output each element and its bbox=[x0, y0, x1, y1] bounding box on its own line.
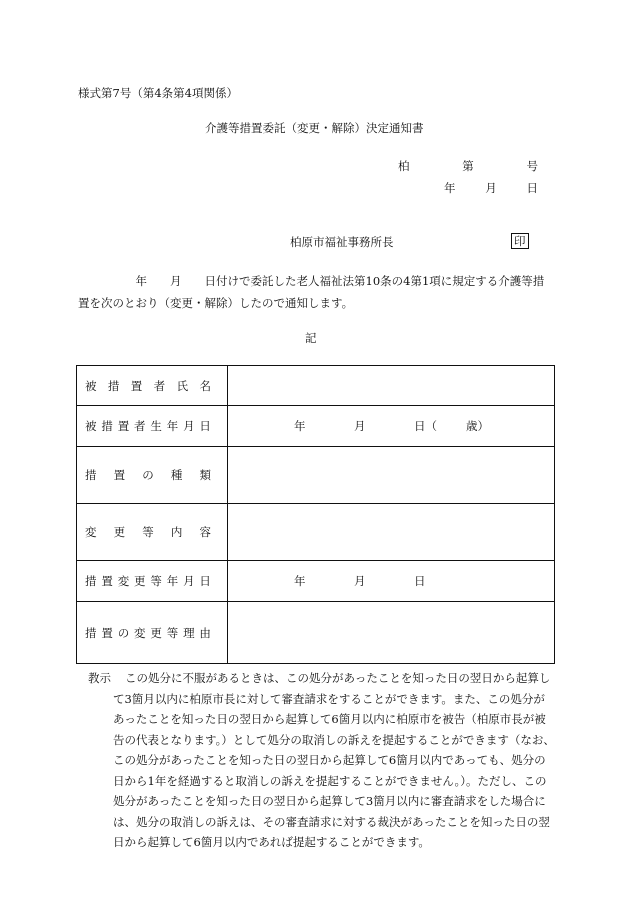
label-char: 置 bbox=[113, 468, 126, 482]
date-year: 年 bbox=[294, 419, 306, 433]
label-char: 氏 bbox=[176, 378, 189, 393]
label-char: 類 bbox=[199, 468, 211, 482]
value-cell[interactable] bbox=[228, 561, 555, 602]
reference-year: 年 bbox=[444, 181, 456, 195]
label-char: 者 bbox=[153, 378, 166, 393]
label-char: 生 bbox=[150, 419, 162, 433]
notice-text: この処分に不服があるときは、この処分があったことを知った日の翌日から起算して3箇月以内に柏原市長に対して審査請求をすることができます。また、この処分があったことを知った日の翌日から起算して6箇月以内に柏原市を被告（柏原市長が被告の代表となります。）として処分の取消しの訴えを提起することができます（なお、この処分があったことを知った日の翌日から起算して6箇月以内であっても、処分の日から1年を経過すると取消しの訴えを提起することができません。）。ただし、この処分があったことを知った日の翌日から起算して3箇月以内に審査請求をした場合には、処分の取消しの訴えは、その審査請求に対する裁決があったことを知った日の翌日から起算して6箇月以内であれば提起することができます。 bbox=[113, 671, 555, 849]
label-char: 名 bbox=[199, 378, 211, 393]
date-age: 歳） bbox=[466, 419, 489, 433]
date-day: 日（ bbox=[414, 419, 437, 433]
label-char: 置 bbox=[101, 625, 113, 640]
label-char: 措 bbox=[107, 378, 120, 393]
label-char: 内 bbox=[170, 525, 183, 539]
reference-org: 柏 bbox=[398, 159, 410, 173]
label-char: 等 bbox=[166, 625, 179, 640]
issuer-name: 柏原市福祉事務所長 bbox=[290, 235, 394, 249]
reference-day: 日 bbox=[526, 181, 538, 195]
date-year: 年 bbox=[294, 574, 306, 588]
label-char: 置 bbox=[130, 378, 143, 393]
date-day: 日 bbox=[414, 574, 426, 588]
details-table bbox=[76, 365, 555, 664]
label-char: 措 bbox=[85, 625, 97, 640]
label-char: 等 bbox=[142, 525, 154, 539]
label-char: 変 bbox=[85, 525, 97, 539]
label-cell bbox=[77, 447, 228, 504]
label-char: 置 bbox=[101, 574, 113, 588]
label-char: 措 bbox=[85, 468, 97, 482]
label-char: 日 bbox=[199, 574, 211, 588]
value-cell[interactable] bbox=[228, 602, 555, 664]
seal-mark: 印 bbox=[511, 233, 529, 249]
table-row bbox=[77, 504, 555, 561]
form-number: 様式第7号（第4条第4項関係） bbox=[78, 86, 238, 100]
label-char: 被 bbox=[85, 378, 97, 393]
label-char: 被 bbox=[85, 419, 97, 433]
date-placeholder bbox=[228, 418, 554, 434]
date-placeholder bbox=[228, 573, 554, 589]
label-cell bbox=[77, 366, 228, 406]
label-char: 種 bbox=[170, 468, 183, 482]
label-char: 年 bbox=[166, 574, 179, 588]
label-char: 由 bbox=[199, 625, 211, 640]
label-cell bbox=[77, 504, 228, 561]
label-cell bbox=[77, 561, 228, 602]
table-row bbox=[77, 602, 555, 664]
label-char: 等 bbox=[150, 574, 162, 588]
reference-number-block bbox=[398, 158, 538, 202]
value-cell[interactable] bbox=[228, 366, 555, 406]
table-row bbox=[77, 366, 555, 406]
label-char: 更 bbox=[134, 574, 146, 588]
notice-body: 年 月 日付けで委託した老人福祉法第10条の4第1項に規定する介護等措置を次のとおり（変更・解除）したので通知します。 bbox=[78, 274, 545, 310]
document-title: 介護等措置委託（変更・解除）決定通知書 bbox=[205, 121, 424, 135]
label-char: 措 bbox=[101, 419, 113, 433]
reference-dai: 第 bbox=[462, 159, 474, 173]
label-char: 置 bbox=[117, 419, 130, 433]
appeal-notice bbox=[88, 668, 556, 853]
label-char: 理 bbox=[183, 625, 195, 640]
label-cell bbox=[77, 602, 228, 664]
date-month: 月 bbox=[354, 419, 366, 433]
label-char: 容 bbox=[199, 525, 211, 539]
label-char: 変 bbox=[117, 574, 130, 588]
label-char: 変 bbox=[134, 625, 146, 640]
reference-month: 月 bbox=[485, 181, 497, 195]
label-char: 措 bbox=[85, 574, 97, 588]
value-cell[interactable] bbox=[228, 406, 555, 447]
value-cell[interactable] bbox=[228, 447, 555, 504]
label-char: の bbox=[142, 468, 154, 482]
label-char: 日 bbox=[199, 419, 211, 433]
reference-date-row bbox=[398, 180, 538, 202]
ki-heading: 記 bbox=[305, 331, 317, 345]
label-char: 者 bbox=[134, 419, 146, 433]
reference-number-row bbox=[398, 158, 538, 180]
label-cell bbox=[77, 406, 228, 447]
table-row bbox=[77, 561, 555, 602]
label-char: 月 bbox=[183, 419, 195, 433]
date-month: 月 bbox=[354, 574, 366, 588]
table-row bbox=[77, 406, 555, 447]
label-char: 更 bbox=[150, 625, 162, 640]
table-row bbox=[77, 447, 555, 504]
label-char: 月 bbox=[183, 574, 195, 588]
reference-go: 号 bbox=[526, 159, 538, 173]
label-char: 年 bbox=[166, 419, 179, 433]
label-char: 更 bbox=[113, 525, 126, 539]
notice-heading: 教示 bbox=[88, 671, 111, 685]
label-char: の bbox=[117, 625, 130, 640]
value-cell[interactable] bbox=[228, 504, 555, 561]
